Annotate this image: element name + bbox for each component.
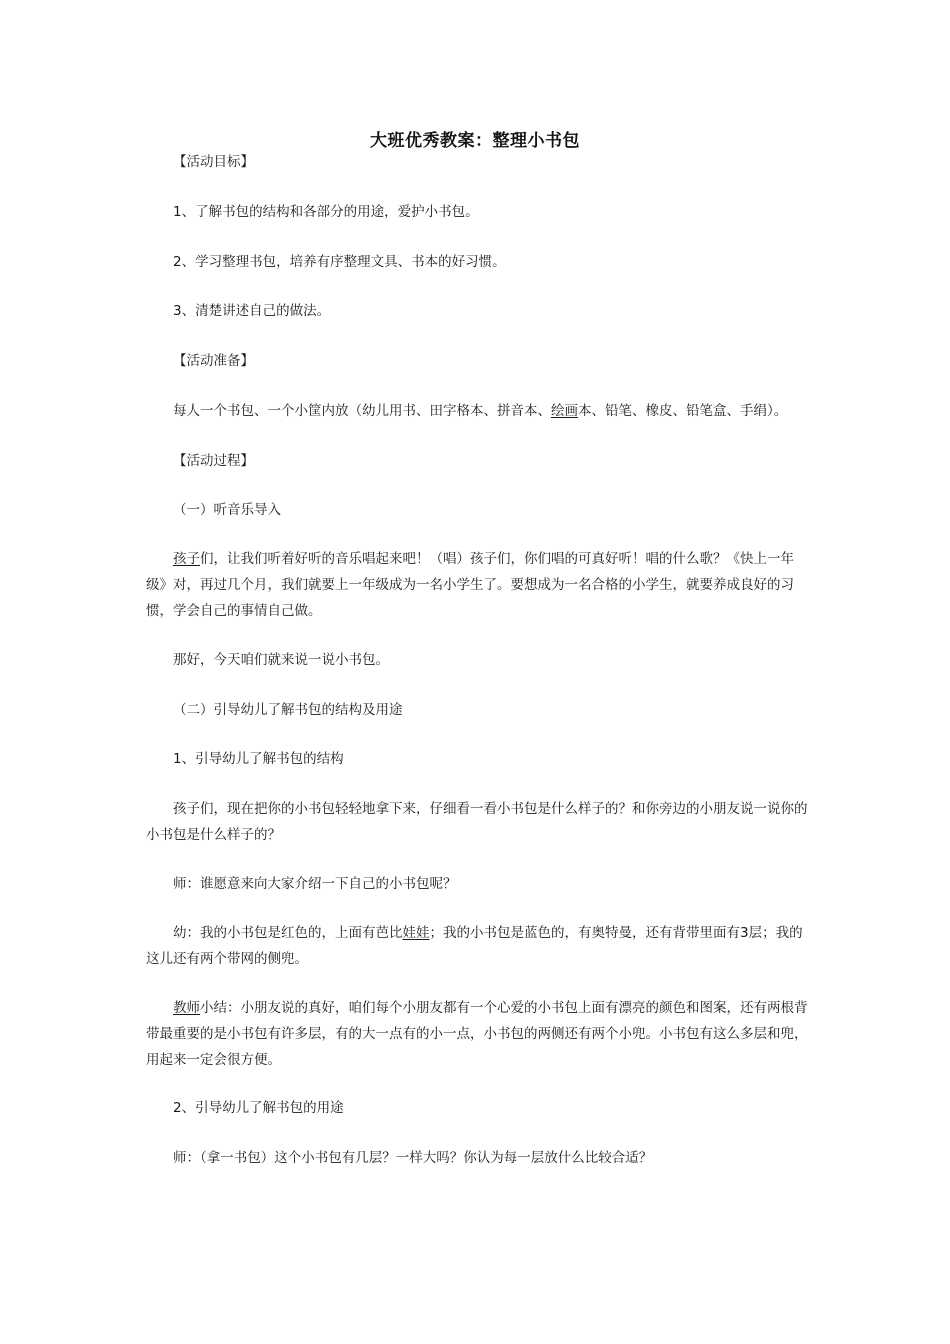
intro-closing: 那好，今天咱们就来说一说小书包。 bbox=[173, 652, 389, 668]
intro-text: 们，让我们听着好听的音乐唱起来吧！（唱）孩子们，你们唱的可真好听！唱的什么歌？《快上一年级》对，再过几个月，我们就要上一年级成为一名小学生了。要想成为一名合格的小学生，就要养成良好的习惯，学会自己的事情自己做。 bbox=[146, 551, 794, 619]
step-1-heading: （一）听音乐导入 bbox=[173, 502, 281, 518]
goal-item-2: 2、学习整理书包，培养有序整理文具、书本的好习惯。 bbox=[173, 254, 506, 270]
teacher-question-2: 师：（拿一书包）这个小书包有几层？一样大吗？你认为每一层放什么比较合适？ bbox=[173, 1150, 653, 1166]
goal-heading: 【活动目标】 bbox=[173, 154, 254, 170]
child-answer-start: 幼：我的小书包是红色的，上面有芭比 bbox=[173, 925, 403, 941]
goal-item-3: 3、清楚讲述自己的做法。 bbox=[173, 303, 331, 319]
doll-link[interactable]: 娃娃 bbox=[402, 925, 430, 941]
child-answer-end: ；我的小书包是蓝色的，有奥特曼，还有背带里面有3层；我的这儿还有两个带网的侧兜。 bbox=[146, 925, 803, 967]
goal-item-1: 1、了解书包的结构和各部分的用途，爱护小书包。 bbox=[173, 204, 479, 220]
teacher-link[interactable]: 教师 bbox=[173, 1000, 200, 1016]
prep-text-end: 本、铅笔、橡皮、铅笔盒、手绢）。 bbox=[578, 403, 788, 419]
painting-link[interactable]: 绘画 bbox=[551, 403, 578, 419]
summary-text: 小结：小朋友说的真好，咱们每个小朋友都有一个心爱的小书包上面有漂亮的颜色和图案，还有两根背带最重要的是小书包有许多层，有的大一点有的小一点，小书包的两侧还有两个小兜。小书包有这么多层和兜，用起来一定会很方便。 bbox=[146, 1000, 808, 1068]
sub-2-heading: 2、引导幼儿了解书包的用途 bbox=[173, 1100, 344, 1116]
sub-1-heading: 1、引导幼儿了解书包的结构 bbox=[173, 751, 344, 767]
child-link[interactable]: 孩子 bbox=[173, 551, 200, 567]
summary-paragraph bbox=[146, 995, 808, 1073]
sub-1-paragraph: 孩子们，现在把你的小书包轻轻地拿下来，仔细看一看小书包是什么样子的？和你旁边的小朋友说一说你的小书包是什么样子的？ bbox=[146, 801, 808, 843]
document-title: 大班优秀教案：整理小书包 bbox=[370, 131, 580, 151]
prep-text bbox=[173, 402, 787, 420]
teacher-question-1: 师：谁愿意来向大家介绍一下自己的小书包呢？ bbox=[173, 876, 457, 892]
process-heading: 【活动过程】 bbox=[173, 453, 254, 469]
intro-paragraph bbox=[146, 546, 808, 624]
prep-text-start: 每人一个书包、一个小筐内放（幼儿用书、田字格本、拼音本、 bbox=[173, 403, 551, 419]
prep-heading: 【活动准备】 bbox=[173, 353, 254, 369]
step-2-heading: （二）引导幼儿了解书包的结构及用途 bbox=[173, 702, 403, 718]
child-answer-paragraph bbox=[146, 920, 808, 972]
